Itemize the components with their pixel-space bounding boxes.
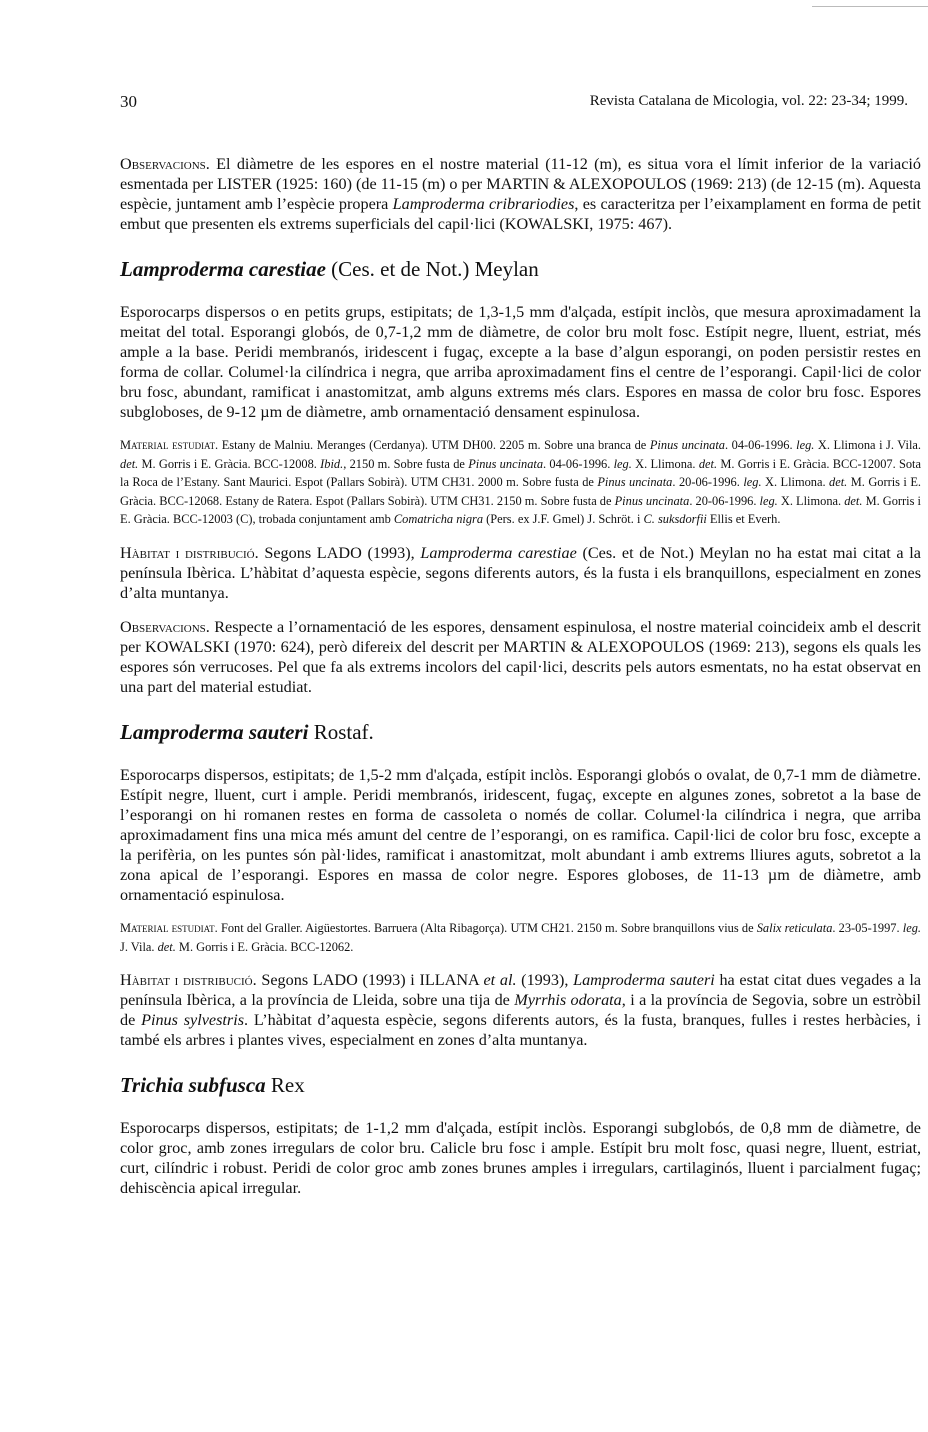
observations-paragraph: Observacions. El diàmetre de les espores en el nostre material (11-12 (m), es situa vora el límit inferior de la variació esmentada per LISTER (1925: 160) (de 11-15 (m) o per MARTIN & ALEXOPOULOS (1969: 213) (de 12-15 (m). Aquesta espècie, juntament amb l’espècie propera Lamproderma cribrariodies, es caracteritza per l’eixamplament en forma de petit embut que presenten els extrems superficials del capil·lici (KOWALSKI, 1975: 467). xyxy=(120,155,921,233)
habitat-paragraph: Hàbitat i distribució. Segons LADO (1993) i ILLANA et al. (1993), Lamproderma sauteri ha estat citat dues vegades a la península Ibèrica, a la província de Lleida, sobre una tija de Myrrhis odorata, i a la província de Segovia, sobre un estròbil de Pinus sylvestris. L’hàbitat d’aquesta espècie, segons diferents autors, és la fusta, branques, fulles i restes herbàcies, i també els arbres i plantes vives, especialment en zones d’alta muntanya. xyxy=(120,971,922,1050)
material-label: Material estudiat. xyxy=(120,438,219,452)
material-paragraph: Material estudiat. Estany de Malniu. Meranges (Cerdanya). UTM DH00. 2205 m. Sobre una branca de Pinus uncinata. 04-06-1996. leg. X. Llimona i J. Vila. det. M. Gorris i E. Gràcia. BCC-12008. Ibid., 2150 m. Sobre fusta de Pinus uncinata. 04-06-1996. leg. X. Llimona. det. M. Gorris i E. Gràcia. BCC-12007. Sota la Roca de l’Estany. Sant Maurici. Espot (Pallars Sobirà). UTM CH31. 2000 m. Sobre fusta de Pinus uncinata. 20-06-1996. leg. X. Llimona. det. M. Gorris i E. Gràcia. BCC-12068. Estany de Ratera. Espot (Pallars Sobirà). UTM CH31. 2150 m. Sobre fusta de Pinus uncinata. 20-06-1996. leg. X. Llimona. det. M. Gorris i E. Gràcia. BCC-12003 (C), trobada conjuntament amb Comatricha nigra (Pers. ex J.F. Gmel) J. Schröt. i C. suksdorfii Ellis et Everh. xyxy=(120,438,921,527)
habitat-label: Hàbitat i distribució. xyxy=(120,543,259,562)
species-description: Esporocarps dispersos, estipitats; de 1-1,2 mm d'alçada, estípit inclòs. Esporangi subglobós, de 0,8 mm de diàmetre, de color groc, amb zones irregulars de color bru. Calicle bru fosc i ample. Estípit bru molt fosc, quasi negre, lluent, estriat, curt, cilíndric i robust. Peridi de color groc amb zones brunes amples i irregulars, cartilaginós, lluent i parcialment fugaç; dehiscència apical irregular. xyxy=(120,1119,921,1198)
habitat-label: Hàbitat i distribució. xyxy=(120,971,257,990)
habitat-paragraph: Hàbitat i distribució. Segons LADO (1993), Lamproderma carestiae (Ces. et de Not.) Meylan no ha estat mai citat a la península Ibèrica. L’hàbitat d’aquesta espècie, segons diferents autors, és la fusta i els branquillons, especialment en zones d’alta muntanya. xyxy=(120,543,921,602)
species-heading: Lamproderma sauteri Rostaf. xyxy=(120,719,374,744)
running-header xyxy=(120,92,908,114)
material-label: Material estudiat. xyxy=(120,920,218,935)
top-rule xyxy=(812,6,928,7)
observations-label: Observacions. xyxy=(120,155,210,173)
journal-citation: Revista Catalana de Micologia, vol. 22: 23-34; 1999. xyxy=(589,93,908,109)
material-paragraph: Material estudiat. Font del Graller. Aigüestortes. Barruera (Alta Ribagorça). UTM CH21. 2150 m. Sobre branquillons vius de Salix reticulata. 23-05-1997. leg. J. Vila. det. M. Gorris i E. Gràcia. BCC-12062. xyxy=(120,920,921,954)
observations-paragraph: Observacions. Respecte a l’ornamentació de les espores, densament espinulosa, el nostre material coincideix amb el descrit per KOWALSKI (1970: 624), però difereix del descrit per MARTIN & ALEXOPOULOS (1969: 213), segons els quals les espores són verrucoses. Pel que fa als extrems incolors del capil·lici, descrits pels autors esmentats, no ha estat observat en una part del material estudiat. xyxy=(120,617,921,696)
page-number: 30 xyxy=(120,92,137,111)
page-body xyxy=(120,154,921,1198)
species-heading: Trichia subfusca Rex xyxy=(120,1073,305,1098)
species-description: Esporocarps dispersos o en petits grups, estipitats; de 1,3-1,5 mm d'alçada, estípit inclòs, que mesura aproximadament la meitat del total. Esporangi globós, de 0,7-1,2 mm de diàmetre, de color bru molt fosc. Estípit negre, lluent, estriat, més ample a la base. Peridi membranós, iridescent i fugaç, excepte a la base d’algun esporangi, on poden persistir restes en forma de collar. Columel·la cilíndrica i negra, que arriba aproximadament fins el centre de l’esporangi. Capil·lici de color bru fosc, abundant, ramificat i anastomitzat, amb alguns extrems més clars. Espores en massa de color bru fosc. Espores subgloboses, de 9-12 µm de diàmetre, amb ornamentació densament espinulosa. xyxy=(120,303,921,421)
observations-label: Observacions. xyxy=(120,617,210,636)
species-description: Esporocarps dispersos, estipitats; de 1,5-2 mm d'alçada, estípit inclòs. Esporangi globós o ovalat, de 0,7-1 mm de diàmetre. Estípit negre, lluent, curt i ample. Peridi membranós, iridescent, fugaç, excepte en algunes zones, sobretot a la base de l’esporangi on hi romanen restes en forma de cassoleta o només de collar. Columel·la cilíndrica i negra, que arriba aproximadament fins una mica més amunt del centre de l’esporangi, on es ramifica. Capil·lici de color bru fosc, excepte a la perifèria, on les puntes són pàl·lides, ramificat i anastomitzat, molt abundant i amb extrems lliures aguts, sobretot a la zona apical de l’esporangi. Espores en massa de color negre. Espores globoses, de 11-13 µm de diàmetre, amb ornamentació espinulosa. xyxy=(120,765,921,904)
species-heading: Lamproderma carestiae (Ces. et de Not.) Meylan xyxy=(120,257,539,281)
